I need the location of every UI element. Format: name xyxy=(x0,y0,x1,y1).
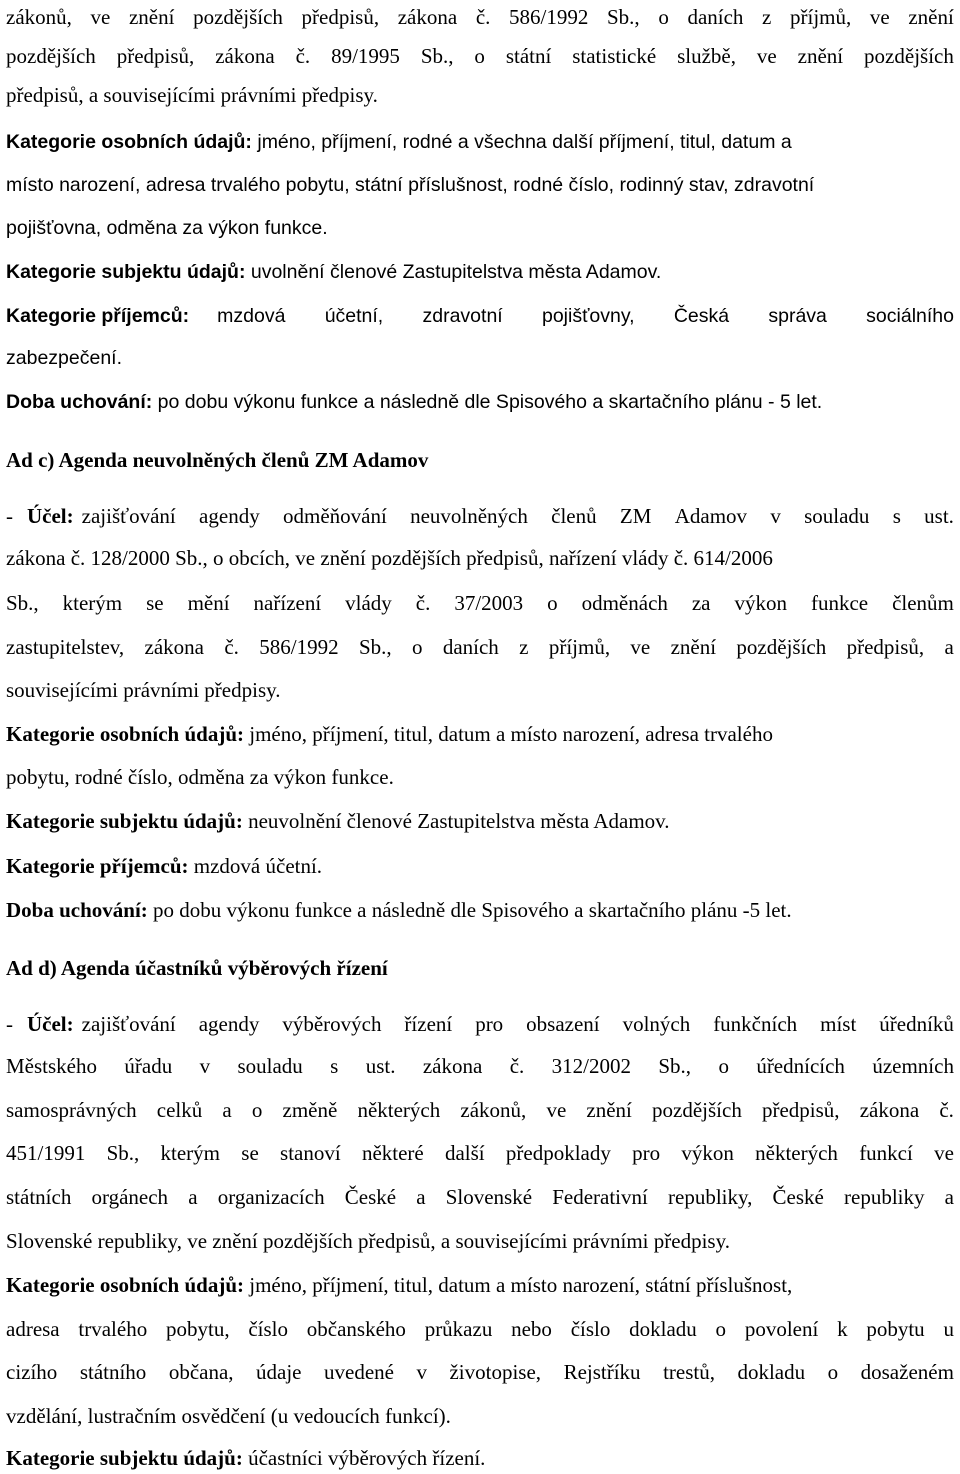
word: funkčních xyxy=(713,1012,798,1036)
word: funkce xyxy=(810,591,869,615)
word: 37/2003 xyxy=(454,591,524,615)
text-line: zákona č. 128/2000 Sb., o obcích, ve znění pozdějších předpisů, nařízení vlády č. 614/2006 xyxy=(6,546,773,570)
word: o xyxy=(547,591,558,615)
word: statistické xyxy=(572,44,657,68)
word: za xyxy=(691,591,711,615)
purpose-line xyxy=(6,503,954,529)
text-line: souvisejícími právními předpisy. xyxy=(6,678,281,702)
word: úřednících xyxy=(756,1054,845,1078)
word: Sb., xyxy=(607,5,640,29)
list-dash: - xyxy=(6,504,13,528)
word: odměnách xyxy=(581,591,668,615)
word: některých xyxy=(755,1141,838,1165)
word: Rejstříku xyxy=(563,1360,641,1384)
subject-category xyxy=(6,808,954,834)
word: znění xyxy=(908,5,954,29)
word: změně xyxy=(282,1098,338,1122)
section-heading-d: Ad d) Agenda účastníků výběrových řízení xyxy=(6,956,388,980)
recipients-category xyxy=(6,303,954,329)
word: obsazení xyxy=(526,1012,600,1036)
word: pozdějších xyxy=(736,635,827,659)
word: pozdějších xyxy=(193,5,283,29)
list-dash: - xyxy=(6,1012,13,1036)
word: České xyxy=(344,1185,397,1209)
word: 586/1992 xyxy=(259,635,339,659)
word: mění xyxy=(187,591,230,615)
word: zastupitelstev, xyxy=(6,635,125,659)
word: České xyxy=(772,1185,824,1209)
word: ve xyxy=(90,5,111,29)
word: předpisů, xyxy=(761,1098,840,1122)
word: zákona xyxy=(144,635,204,659)
word: povolení xyxy=(744,1317,819,1341)
word: k xyxy=(837,1317,848,1341)
word: souladu xyxy=(237,1054,303,1078)
word: v xyxy=(770,504,781,528)
word: souladu xyxy=(804,504,870,528)
field-value: jméno, příjmení, titul, datum a místo narození, státní příslušnost, xyxy=(244,1273,793,1297)
field-value: po dobu výkonu funkce a následně dle Spisového a skartačního plánu - 5 let. xyxy=(152,391,823,413)
word: samosprávných xyxy=(6,1098,137,1122)
field-label: Kategorie příjemců: xyxy=(6,305,190,327)
word: některých xyxy=(357,1098,441,1122)
word: členů xyxy=(551,504,597,528)
word: daních xyxy=(442,635,499,659)
word: celků xyxy=(156,1098,203,1122)
field-label: Kategorie příjemců: xyxy=(6,854,189,878)
word: státní xyxy=(505,44,552,68)
word: ve xyxy=(630,635,651,659)
subject-category xyxy=(6,1445,954,1471)
text-line: zabezpečení. xyxy=(6,347,123,369)
word: č. xyxy=(224,635,239,659)
word: zajišťování xyxy=(81,1012,176,1036)
word: předpisů, xyxy=(846,635,925,659)
field-label: Účel: xyxy=(27,504,74,528)
field-value: jméno, příjmení, rodné a všechna další příjmení, titul, datum a xyxy=(251,131,792,153)
word: sociálního xyxy=(866,305,954,327)
word: s xyxy=(330,1054,339,1078)
word: v xyxy=(199,1054,211,1078)
word: Federativní xyxy=(552,1185,648,1209)
field-label: Kategorie osobních údajů: xyxy=(6,722,245,746)
word: republiky xyxy=(844,1185,925,1209)
word: orgánech xyxy=(91,1185,169,1209)
word: se xyxy=(146,591,164,615)
field-value: jméno, příjmení, titul, datum a místo narození, adresa trvalého xyxy=(244,722,773,746)
text-line xyxy=(6,43,954,69)
field-value: po dobu výkonu funkce a následně dle Spisového a skartačního plánu -5 let. xyxy=(147,898,792,922)
word: zákonů, xyxy=(460,1098,527,1122)
text-line xyxy=(6,1316,954,1342)
word: účetní, xyxy=(324,305,384,327)
word: Adamov xyxy=(674,504,748,528)
text-line: vzdělání, lustračním osvědčení (u vedoucích funkcí). xyxy=(6,1404,451,1428)
personal-data-category xyxy=(6,129,954,155)
word: výběrových xyxy=(282,1012,382,1036)
word: a xyxy=(944,1185,954,1209)
word: dokladu xyxy=(629,1317,697,1341)
word: znění xyxy=(797,44,844,68)
word: ZM xyxy=(619,504,652,528)
word: u xyxy=(943,1317,954,1341)
word: se xyxy=(241,1141,259,1165)
word: úřadu xyxy=(124,1054,173,1078)
word: odměňování xyxy=(282,504,387,528)
word: předpisů, xyxy=(116,44,195,68)
field-label: Kategorie osobních údajů: xyxy=(6,1273,245,1297)
word: řízení xyxy=(404,1012,453,1036)
word: Sb., xyxy=(358,635,392,659)
word: kterým xyxy=(62,591,123,615)
word: č. xyxy=(509,1054,525,1078)
word: nařízení xyxy=(253,591,322,615)
text-line xyxy=(6,4,954,30)
field-label: Doba uchování: xyxy=(6,391,153,413)
word: ust. xyxy=(924,504,954,528)
field-value: uvolnění členové Zastupitelstva města Adamov. xyxy=(245,261,662,283)
word: o xyxy=(411,635,423,659)
word: životopise, xyxy=(449,1360,542,1384)
word: zákonů, xyxy=(6,5,72,29)
word: státních xyxy=(6,1185,72,1209)
text-line: předpisů, a souvisejícími právními předpisy. xyxy=(6,83,378,107)
personal-data-category xyxy=(6,1272,954,1298)
word: funkcí xyxy=(859,1141,913,1165)
text-line: místo narození, adresa trvalého pobytu, státní příslušnost, rodné číslo, rodinný stav, zdravotní xyxy=(6,174,815,196)
word: ve xyxy=(546,1098,567,1122)
word: zdravotní xyxy=(422,305,503,327)
field-value xyxy=(217,303,954,329)
word: neuvolněných xyxy=(410,504,528,528)
word: pobytu xyxy=(866,1317,925,1341)
text-line xyxy=(6,634,954,660)
word: a xyxy=(222,1098,232,1122)
word: o xyxy=(474,44,485,68)
section-heading-c: Ad c) Agenda neuvolněných členů ZM Adamov xyxy=(6,448,429,472)
field-value: účastníci výběrových řízení. xyxy=(242,1446,486,1470)
word: ve xyxy=(934,1141,954,1165)
word: Sb., xyxy=(6,591,39,615)
field-label: Kategorie subjektu údajů: xyxy=(6,1446,243,1470)
word: 89/1995 xyxy=(331,44,400,68)
word: z xyxy=(762,5,772,29)
word: ust. xyxy=(365,1054,396,1078)
word: zákona xyxy=(397,5,458,29)
field-label: Kategorie subjektu údajů: xyxy=(6,809,243,833)
word: o xyxy=(827,1360,839,1384)
word: občanského xyxy=(306,1317,406,1341)
text-line: pojišťovna, odměna za výkon funkce. xyxy=(6,217,328,239)
word: službě, xyxy=(677,44,737,68)
word: č. xyxy=(415,591,431,615)
field-value: neuvolnění členové Zastupitelstva města Adamov. xyxy=(242,809,670,833)
word: občana, xyxy=(168,1360,234,1384)
word: stanoví xyxy=(280,1141,341,1165)
word: některé xyxy=(361,1141,424,1165)
word: nebo xyxy=(511,1317,552,1341)
word: pojišťovny, xyxy=(541,305,635,327)
word: organizacích xyxy=(217,1185,325,1209)
word: 451/1991 xyxy=(6,1141,86,1165)
word: 312/2002 xyxy=(551,1054,631,1078)
text-line xyxy=(6,1097,954,1123)
field-label: Účel: xyxy=(27,1012,74,1036)
word: znění xyxy=(128,5,175,29)
text-line xyxy=(6,1053,954,1079)
word: pro xyxy=(632,1141,661,1165)
word: úředníků xyxy=(879,1012,954,1036)
word: územních xyxy=(872,1054,954,1078)
word: výkon xyxy=(681,1141,734,1165)
word: zákona xyxy=(215,44,275,68)
word: příjmů, xyxy=(548,635,611,659)
word: cizího xyxy=(6,1360,58,1384)
text-line xyxy=(6,590,954,616)
word: republiky, xyxy=(668,1185,753,1209)
word: pozdějších xyxy=(652,1098,742,1122)
field-value xyxy=(82,503,954,529)
field-label: Kategorie osobních údajů: xyxy=(6,131,252,153)
word: agendy xyxy=(198,1012,260,1036)
word: Městského xyxy=(6,1054,97,1078)
word: v xyxy=(416,1360,427,1384)
text-line xyxy=(6,1359,954,1385)
word: míst xyxy=(820,1012,857,1036)
word: z xyxy=(519,635,529,659)
field-value xyxy=(82,1011,954,1037)
word: trestů, xyxy=(663,1360,715,1384)
field-value: mzdová účetní. xyxy=(188,854,323,878)
word: další xyxy=(444,1141,485,1165)
word: Sb., xyxy=(106,1141,140,1165)
word: pozdějších xyxy=(864,44,954,68)
word: s xyxy=(892,504,901,528)
word: průkazu xyxy=(424,1317,493,1341)
word: a xyxy=(188,1185,198,1209)
word: o xyxy=(251,1098,263,1122)
word: státního xyxy=(79,1360,147,1384)
purpose-line xyxy=(6,1011,954,1037)
word: daních xyxy=(687,5,744,29)
word: dokladu xyxy=(737,1360,806,1384)
word: o xyxy=(658,5,669,29)
word: znění xyxy=(670,635,717,659)
word: adresa xyxy=(6,1317,60,1341)
recipients-category xyxy=(6,853,954,879)
word: dosaženém xyxy=(860,1360,954,1384)
word: zákona xyxy=(422,1054,483,1078)
text-line xyxy=(6,1184,954,1210)
word: zákona xyxy=(859,1098,920,1122)
word: správa xyxy=(768,305,827,327)
word: pro xyxy=(475,1012,504,1036)
word: zajišťování xyxy=(81,504,176,528)
word: předpisů, xyxy=(301,5,380,29)
word: předpoklady xyxy=(505,1141,611,1165)
word: agendy xyxy=(199,504,260,528)
text-line: pobytu, rodné číslo, odměna za výkon funkce. xyxy=(6,765,394,789)
word: 586/1992 xyxy=(509,5,589,29)
word: mzdová xyxy=(217,305,286,327)
word: výkon xyxy=(734,591,787,615)
personal-data-category xyxy=(6,721,954,747)
word: trvalého xyxy=(78,1317,148,1341)
word: č. xyxy=(475,5,491,29)
word: č. xyxy=(939,1098,954,1122)
word: volných xyxy=(622,1012,691,1036)
text-line: Slovenské republiky, ve znění pozdějších předpisů, a souvisejícími právními předpisy. xyxy=(6,1229,730,1253)
text-line xyxy=(6,1140,954,1166)
word: údaje xyxy=(256,1360,302,1384)
subject-category xyxy=(6,259,954,285)
field-label: Doba uchování: xyxy=(6,898,148,922)
word: znění xyxy=(586,1098,632,1122)
word: ve xyxy=(756,44,777,68)
word: číslo xyxy=(570,1317,611,1341)
word: a xyxy=(416,1185,426,1209)
word: pozdějších xyxy=(6,44,96,68)
field-label: Kategorie subjektu údajů: xyxy=(6,261,246,283)
word: č. xyxy=(295,44,311,68)
word: uvedené xyxy=(324,1360,394,1384)
word: Česká xyxy=(673,305,730,327)
word: ve xyxy=(869,5,890,29)
word: kterým xyxy=(160,1141,221,1165)
word: číslo xyxy=(248,1317,289,1341)
word: vlády xyxy=(345,591,392,615)
word: členům xyxy=(892,591,954,615)
retention-period xyxy=(6,389,954,415)
word: pobytu, xyxy=(165,1317,230,1341)
word: o xyxy=(715,1317,727,1341)
word: příjmů, xyxy=(790,5,852,29)
retention-period xyxy=(6,897,954,923)
word: a xyxy=(944,635,954,659)
word: Slovenské xyxy=(445,1185,533,1209)
word: Sb., xyxy=(658,1054,692,1078)
word: o xyxy=(718,1054,729,1078)
word: Sb., xyxy=(420,44,454,68)
